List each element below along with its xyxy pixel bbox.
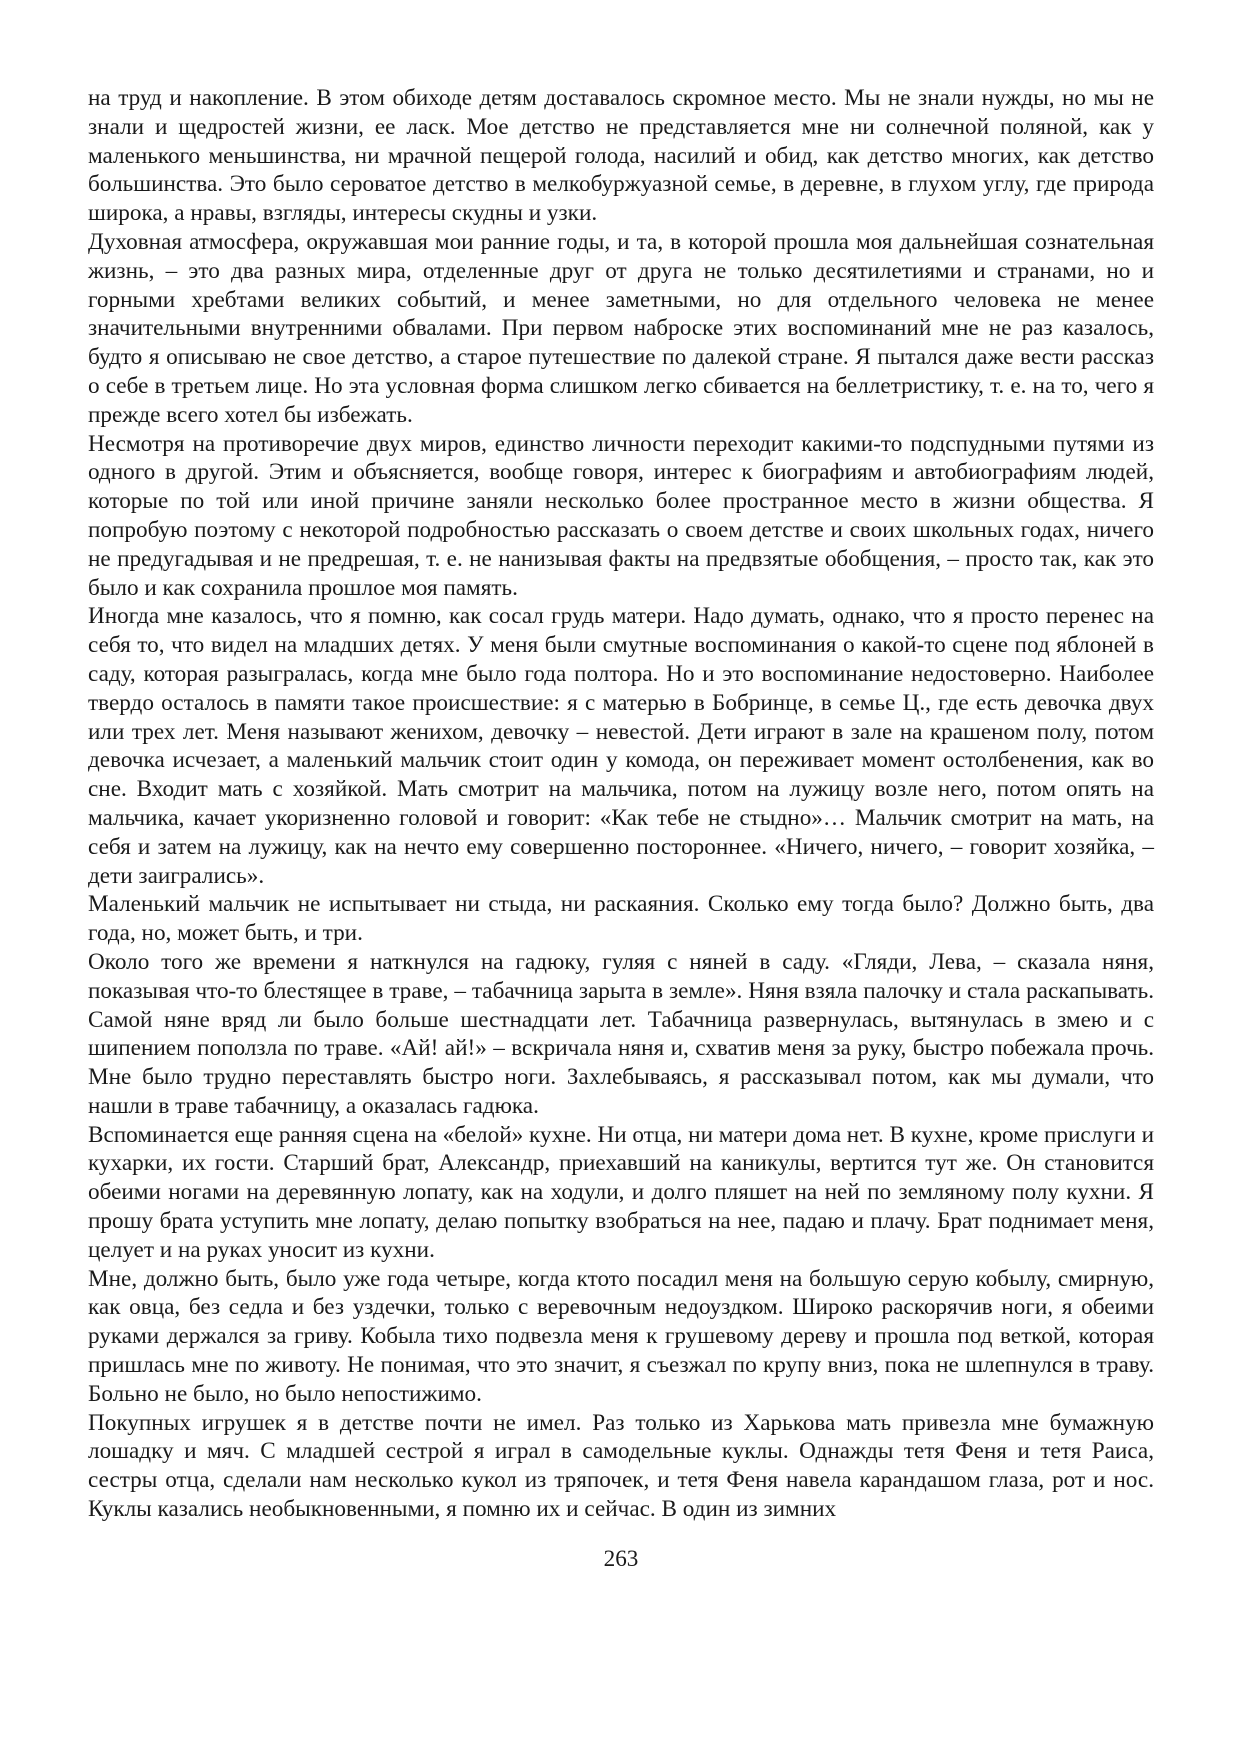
paragraph-1: на труд и накопление. В этом обиходе детям доставалось скромное место. Мы не знали нужды, но мы не знали и щедростей жизни, ее ласк. Мое детство не представляется мне ни солнечной поляной, как у маленького меньшинства, ни мрачной пещерой голода, насилий и обид, как детство многих, как детство большинства. Это было сероватое детство в мелкобуржуазной семье, в деревне, в глухом углу, где природа широка, а нравы, взгляды, интересы скудны и узки. [88, 85, 1154, 227]
page-number: 263 [603, 1546, 639, 1572]
paragraph-4: Иногда мне казалось, что я помню, как сосал грудь матери. Надо думать, однако, что я просто перенес на себя то, что видел на младших детях. У меня были смутные воспоминания о какой-то сцене под яблоней в саду, которая разыгралась, когда мне было года полтора. Но и это воспоминание недостоверно. Наиболее твердо осталось в памяти такое происшествие: я с матерью в Бобринце, в семье Ц., где есть девочка двух или трех лет. Меня называют женихом, девочку – невестой. Дети играют в зале на крашеном полу, потом девочка исчезает, а маленький мальчик стоит один у комода, он переживает момент остолбенения, как во сне. Входит мать с хозяйкой. Мать смотрит на мальчика, потом на лужицу возле него, потом опять на мальчика, качает укоризненно головой и говорит: «Как тебе не стыдно»… Мальчик смотрит на мать, на себя и затем на лужицу, как на нечто ему совершенно постороннее. «Ничего, ничего, – говорит хозяйка, – дети заигрались». [88, 603, 1154, 889]
paragraph-9: Покупных игрушек я в детстве почти не имел. Раз только из Харькова мать привезла мне бумажную лошадку и мяч. С младшей сестрой я играл в самодельные куклы. Однажды тетя Феня и тетя Раиса, сестры отца, сделали нам несколько кукол из тряпочек, и тетя Феня навела карандашом глаза, рот и нос. Куклы казались необыкновенными, я помню их и сейчас. В один из зимних [88, 1409, 1154, 1523]
text-column [88, 84, 1154, 1524]
paragraph-5: Маленький мальчик не испытывает ни стыда, ни раскаяния. Сколько ему тогда было? Должно быть, два года, но, может быть, и три. [88, 891, 1154, 947]
paragraph-2: Духовная атмосфера, окружавшая мои ранние годы, и та, в которой прошла моя дальнейшая сознательная жизнь, – это два разных мира, отделенные друг от друга не только десятилетиями и странами, но и горными хребтами великих событий, и менее заметными, но для отдельного человека не менее значительными внутренними обвалами. При первом наброске этих воспоминаний мне не раз казалось, будто я описываю не свое детство, а старое путешествие по далекой стране. Я пытался даже вести рассказ о себе в третьем лице. Но эта условная форма слишком легко сбивается на беллетристику, т. е. на то, чего я прежде всего хотел бы избежать. [88, 228, 1154, 428]
paragraph-3: Несмотря на противоречие двух миров, единство личности переходит какими-то подспудными путями из одного в другой. Этим и объясняется, вообще говоря, интерес к биографиям и автобиографиям людей, которые по той или иной причине заняли несколько более пространное место в жизни общества. Я попробую поэтому с некоторой подробностью рассказать о своем детстве и своих школьных годах, ничего не предугадывая и не предрешая, т. е. не нанизывая факты на предвзятые обобщения, – просто так, как это было и как сохранила прошлое моя память. [88, 430, 1154, 601]
paragraph-6: Около того же времени я наткнулся на гадюку, гуляя с няней в саду. «Гляди, Лева, – сказала няня, показывая что-то блестящее в траве, – табачница зарыта в земле». Няня взяла палочку и стала раскапывать. Самой няне вряд ли было больше шестнадцати лет. Табачница развернулась, вытянулась в змею и с шипением поползла по траве. «Ай! ай!» – вскричала няня и, схватив меня за руку, быстро побежала прочь. Мне было трудно переставлять быстро ноги. Захлебываясь, я рассказывал потом, как мы думали, что нашли в траве табачницу, а оказалась гадюка. [88, 948, 1154, 1119]
paragraph-8: Мне, должно быть, было уже года четыре, когда ктото посадил меня на большую серую кобылу, смирную, как овца, без седла и без уздечки, только с веревочным недоуздком. Широко раскорячив ноги, я обеими руками держался за гриву. Кобыла тихо подвезла меня к грушевому дереву и прошла под веткой, которая пришлась мне по животу. Не понимая, что это значит, я съезжал по крупу вниз, пока не шлепнулся в траву. Больно не было, но было непостижимо. [88, 1265, 1154, 1407]
paragraph-7: Вспоминается еще ранняя сцена на «белой» кухне. Ни отца, ни матери дома нет. В кухне, кроме прислуги и кухарки, их гости. Старший брат, Александр, приехавший на каникулы, вертится тут же. Он становится обеими ногами на деревянную лопату, как на ходули, и долго пляшет на ней по земляному полу кухни. Я прошу брата уступить мне лопату, делаю попытку взобраться на нее, падаю и плачу. Брат поднимает меня, целует и на руках уносит из кухни. [88, 1121, 1154, 1263]
